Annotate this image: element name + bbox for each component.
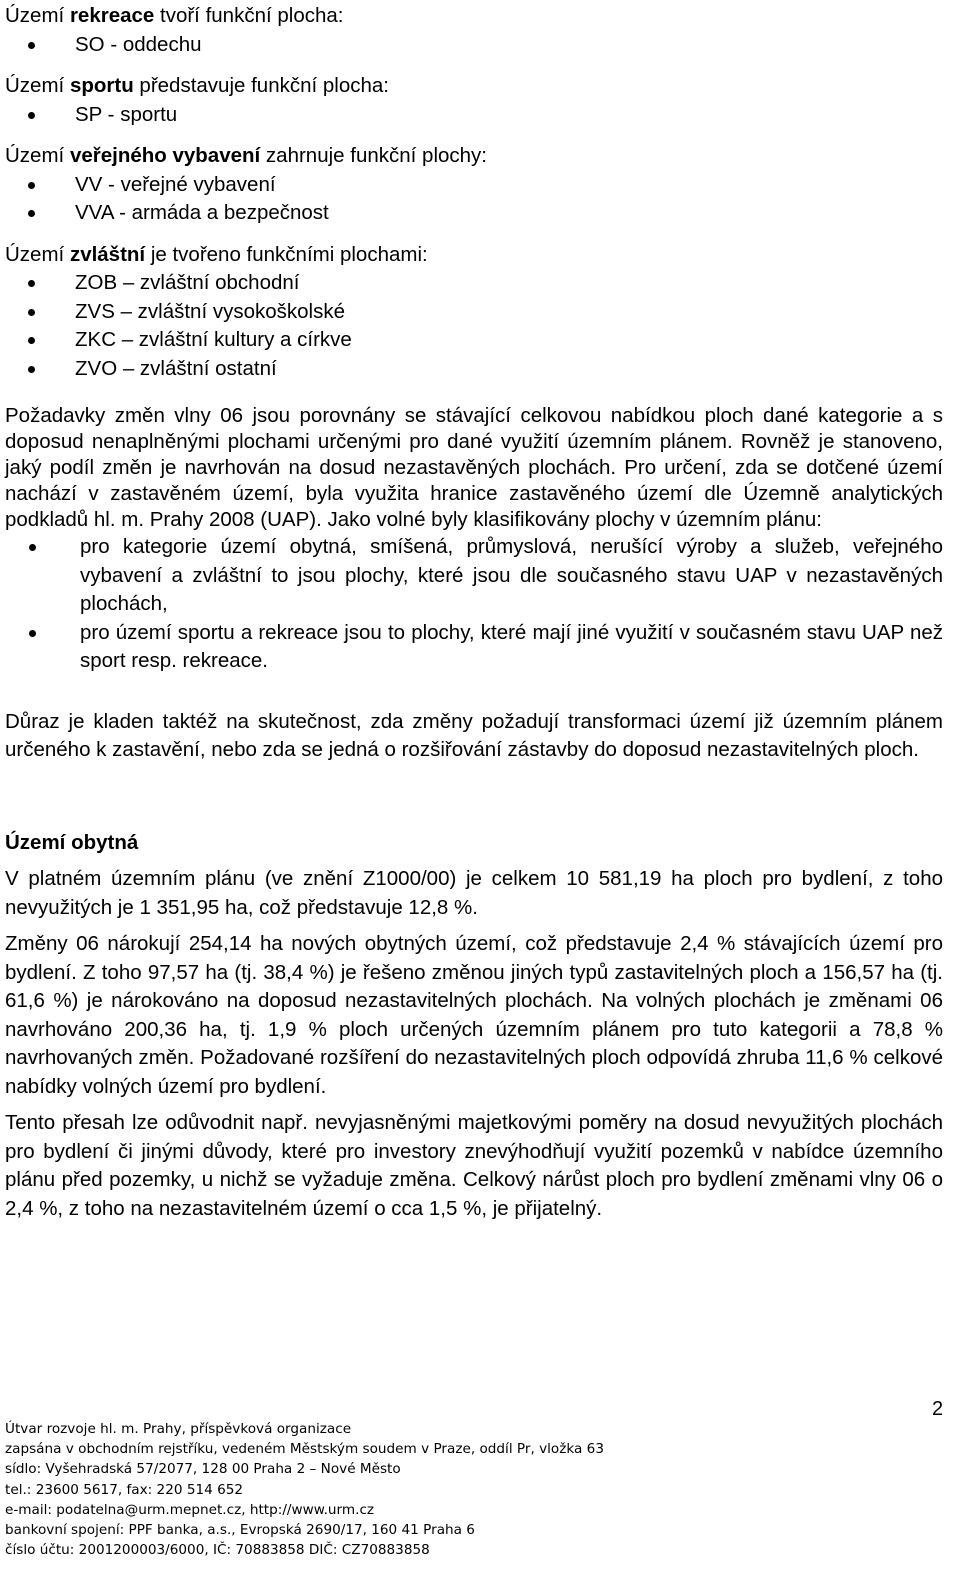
footer-line: sídlo: Vyšehradská 57/2077, 128 00 Praha 2 – Nové Město <box>5 1461 401 1478</box>
list-item: ZKC – zvláštní kultury a církve <box>5 326 943 355</box>
heading-bold: sportu <box>69 74 134 97</box>
list-item: ZVS – zvláštní vysokoškolské <box>5 298 943 327</box>
intro-bullet-list <box>5 533 943 676</box>
heading-bold: rekreace <box>69 4 155 27</box>
group-heading <box>5 140 943 171</box>
heading-text: Území <box>5 4 70 27</box>
intro-paragraph: Požadavky změn vlny 06 jsou porovnány se stávající celkovou nabídkou ploch dané kategorie a s doposud nenaplněnými plochami určenými pro dané využití územním plánem. Rovněž je stanoveno, jaký podíl změn je navrhován na dosud nezastavěných plochách. Pro určení, zda se dotčené území nachází v zastavěném území, byla využita hranice zastavěného území dle Územně analytických podkladů hl. m. Prahy 2008 (UAP). Jako volné byly klasifikovány plochy v územním plánu: <box>5 404 943 531</box>
list-item: SP - sportu <box>5 101 943 130</box>
list-item: pro kategorie území obytná, smíšená, průmyslová, nerušící výroby a služeb, veřejného vybavení a zvláštní to jsou plochy, které jsou dle současného stavu UAP v nezastavěných plochách, <box>5 533 943 619</box>
heading-text: tvoří funkční plocha: <box>154 4 344 27</box>
bullet-list <box>5 101 943 130</box>
group-heading <box>5 70 943 101</box>
document-body <box>5 0 943 1223</box>
list-item: ZOB – zvláštní obchodní <box>5 269 943 298</box>
group-rekreace <box>5 0 943 59</box>
footer-line: bankovní spojení: PPF banka, a.s., Evropská 2690/17, 160 41 Praha 6 <box>5 1522 475 1539</box>
heading-text: představuje funkční plocha: <box>133 74 389 97</box>
group-heading <box>5 0 943 31</box>
heading-text: Území <box>5 144 70 167</box>
section-paragraph: Tento přesah lze odůvodnit např. nevyjasněnými majetkovými poměry na dosud nevyužitých plochách pro bydlení či jinými důvody, které pro investory znevýhodňují využití pozemků v nabídce územního plánu před pozemky, u nichž se vyžaduje změna. Celkový nárůst ploch pro bydlení změnami vlny 06 o 2,4 %, z toho na nezastavitelném území o cca 1,5 %, je přijatelný. <box>5 1111 943 1220</box>
page-number: 2 <box>932 1398 944 1420</box>
heading-text: zahrnuje funkční plochy: <box>260 144 488 167</box>
list-item: VVA - armáda a bezpečnost <box>5 199 943 228</box>
list-item: ZVO – zvláštní ostatní <box>5 355 943 384</box>
footer-line: tel.: 23600 5617, fax: 220 514 652 <box>5 1481 244 1498</box>
heading-text: Území <box>5 74 70 97</box>
group-sport <box>5 70 943 129</box>
footer-line: Útvar rozvoje hl. m. Prahy, příspěvková organizace <box>5 1421 352 1437</box>
heading-bold: veřejného vybavení <box>69 144 261 167</box>
heading-text: Území <box>5 242 70 266</box>
bullet-list <box>5 269 943 383</box>
group-zvlastni <box>5 239 943 384</box>
list-item: VV - veřejné vybavení <box>5 171 943 200</box>
group-verejne-vybaveni <box>5 140 943 228</box>
footer-line: číslo účtu: 2001200003/6000, IČ: 70883858 DIČ: CZ70883858 <box>5 1542 430 1559</box>
heading-bold: zvláštní <box>69 242 146 266</box>
section-title: Území obytná <box>5 830 139 854</box>
footer-line: e-mail: podatelna@urm.mepnet.cz, http://www.urm.cz <box>5 1501 375 1518</box>
bullet-list <box>5 171 943 228</box>
section-paragraph: V platném územním plánu (ve znění Z1000/00) je celkem 10 581,19 ha ploch pro bydlení, z toho nevyužitých je 1 351,95 ha, což představuje 12,8 %. <box>5 867 943 919</box>
group-heading <box>5 239 943 270</box>
footer-line: zapsána v obchodním rejstříku, vedeném Městským soudem v Praze, oddíl Pr, vložka 63 <box>5 1441 604 1458</box>
section-paragraph: Změny 06 nárokují 254,14 ha nových obytných území, což představuje 2,4 % stávajících území pro bydlení. Z toho 97,57 ha (tj. 38,4 %) je řešeno změnou jiných typů zastavitelných ploch a 156,57 ha (tj. 61,6 %) je nárokováno na doposud nezastavitelných plochách. Na volných plochách je změnami 06 navrhováno 200,36 ha, tj. 1,9 % ploch určených územním plánem pro tuto kategorii a 78,8 % navrhovaných změn. Požadované rozšíření do nezastavitelných ploch odpovídá zhruba 11,6 % celkové nabídky volných území pro bydlení. <box>5 932 943 1098</box>
list-item: SO - oddechu <box>5 31 943 60</box>
footer <box>5 1419 945 1560</box>
bullet-list <box>5 31 943 60</box>
heading-text: je tvořeno funkčními plochami: <box>145 242 428 266</box>
emphasis-paragraph: Důraz je kladen taktéž na skutečnost, zda změny požadují transformaci území již územním plánem určeného k zastavění, nebo zda se jedná o rozšiřování zástavby do doposud nezastavitelných ploch. <box>5 709 943 761</box>
list-item: pro území sportu a rekreace jsou to plochy, které mají jiné využití v současném stavu UAP než sport resp. rekreace. <box>5 619 943 676</box>
